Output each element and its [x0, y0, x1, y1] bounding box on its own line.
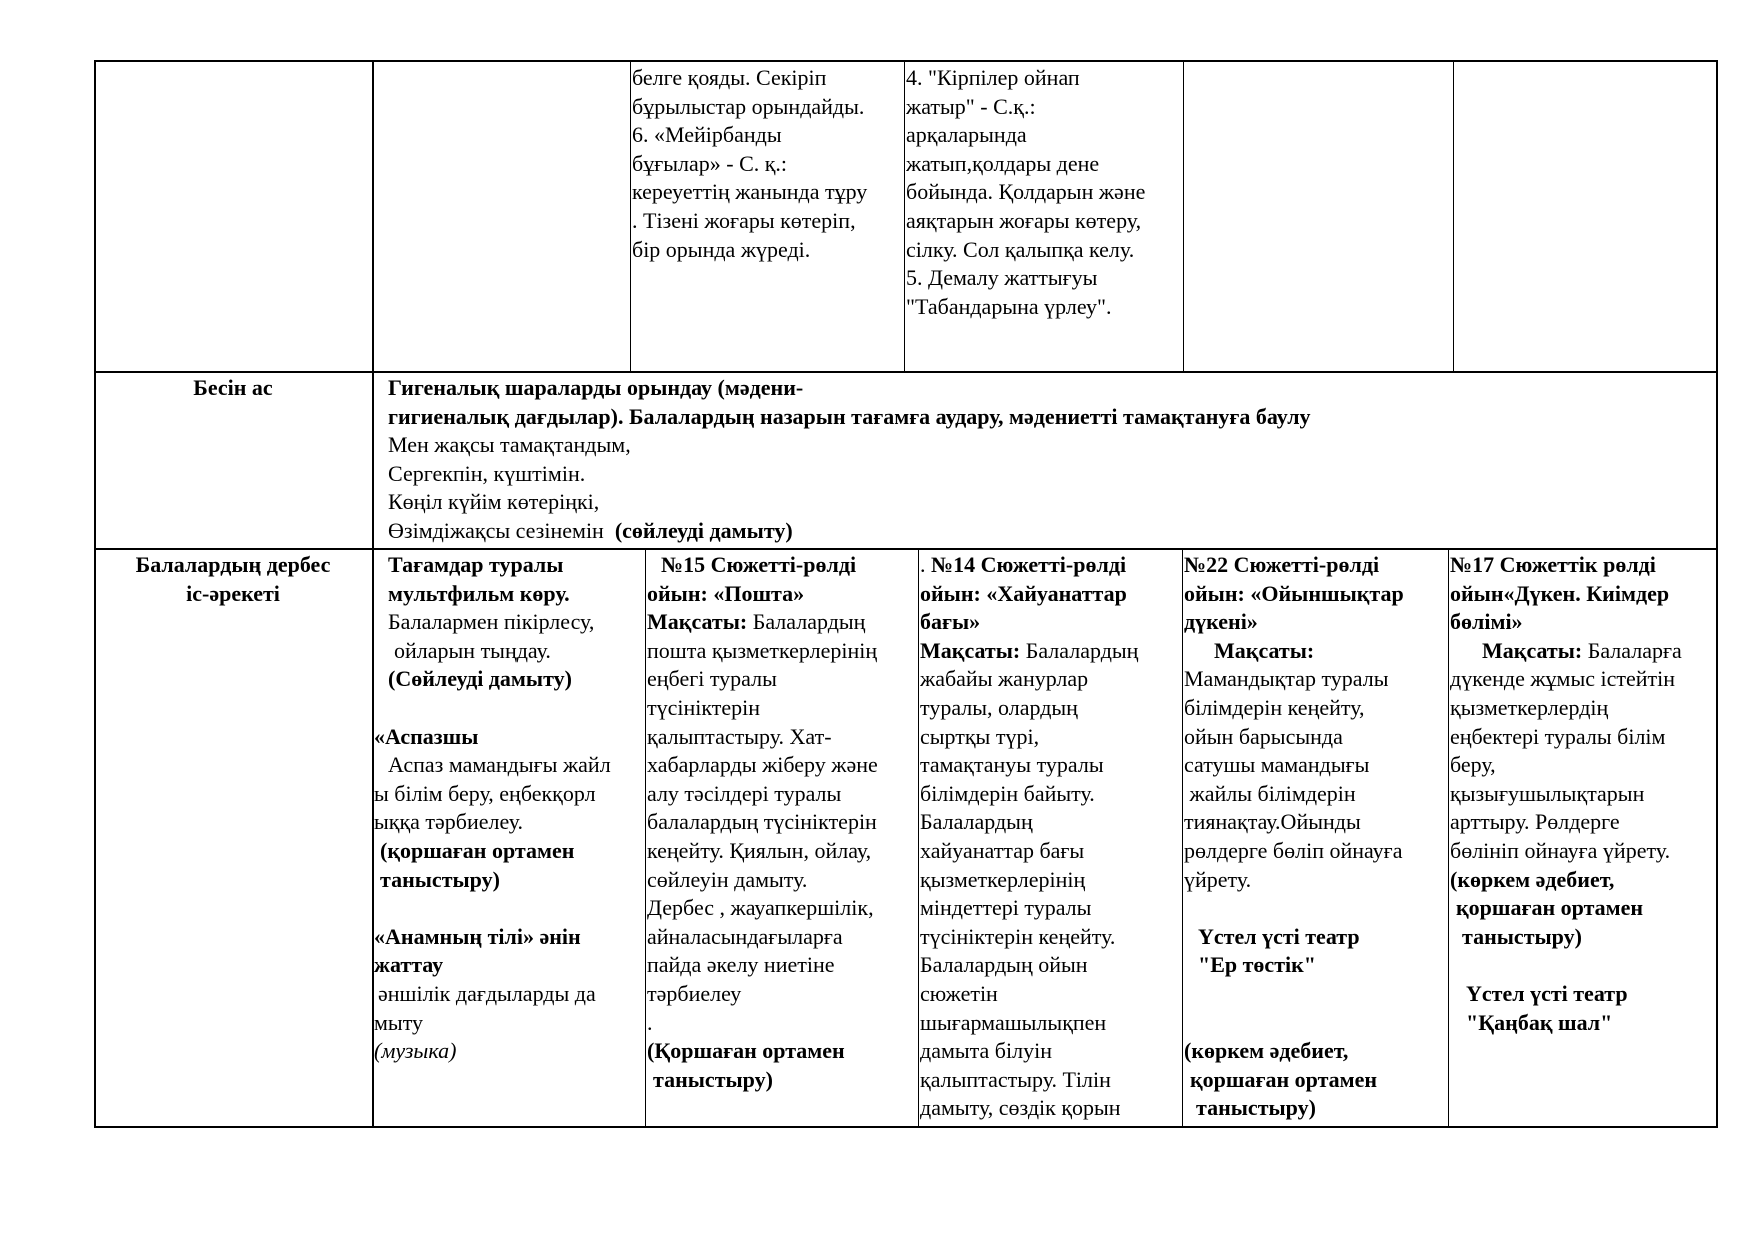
activity-title: №17 Сюжеттік рөлді: [1450, 552, 1656, 577]
text-line: хайуанаттар бағы: [920, 837, 1085, 863]
row3-col5-cell: [1184, 551, 1447, 1123]
text-line: белге қояды. Секіріп: [632, 65, 827, 90]
row3-col6-cell: [1450, 551, 1714, 1037]
text-line: қызметкерлердің: [1450, 694, 1609, 720]
text-line: бір орында жүреді.: [632, 236, 811, 262]
activity-title: «Анамның тілі» әнін: [374, 923, 581, 949]
subject-tag: қоршаған ортамен: [1456, 895, 1644, 921]
text-line: білімдерін байыту.: [920, 780, 1095, 806]
text-line: Дербес , жауапкершілік,: [647, 895, 874, 921]
text-line: бұрылыстар орындайды.: [632, 93, 865, 119]
goal-label: Мақсаты:: [1482, 637, 1583, 663]
text-line: айналасындағыларға: [647, 923, 843, 949]
subject-tag: (Қоршаған ортамен: [647, 1038, 845, 1064]
goal-text: Балалардың: [1020, 637, 1139, 663]
text-line: қызметкерлерінің: [920, 866, 1086, 892]
text-line: ы білім беру, еңбекқорл: [374, 780, 596, 806]
bold-instruction-line: гигиеналық дағдылар). Балалардың назарын тағамға аудару, мәдениетті тамақтануға баулу: [388, 403, 1311, 429]
text-line: дамыта білуін: [920, 1038, 1052, 1064]
row1-col-divider-5: [1453, 60, 1454, 372]
text-line: сыртқы түрі,: [920, 723, 1040, 749]
activity-title: бағы»: [920, 609, 981, 635]
row-label-text: Балалардың дербес: [135, 552, 331, 577]
text-line: шығармашылықпен: [920, 1009, 1107, 1035]
text-line: Балалардың ойын: [920, 952, 1088, 978]
text-line: еңбектері туралы білім: [1450, 723, 1666, 749]
poem-line-last: [388, 517, 1713, 546]
row2-label: [96, 374, 370, 403]
text-line: Балалардың: [920, 809, 1033, 835]
activity-title: ойын: «Пошта»: [647, 580, 805, 606]
poem-line: Көңіл күйім көтеріңкі,: [388, 489, 600, 515]
text-line: пошта қызметкерлерінің: [647, 637, 878, 663]
text-line: тамақтануы туралы: [920, 752, 1104, 778]
text-line: сюжетін: [920, 980, 998, 1006]
activity-title: Тағамдар туралы: [388, 552, 564, 577]
text-line: қалыптастыру. Хат-: [647, 723, 832, 749]
goal-label: Мақсаты:: [920, 637, 1021, 663]
text-line: мыту: [374, 1009, 424, 1035]
text-line: 5. Демалу жаттығуы: [906, 265, 1098, 291]
text-line: Мамандықтар туралы: [1184, 666, 1389, 692]
text-line: жайлы білімдерін: [1184, 780, 1356, 806]
text-line: арқаларында: [906, 122, 1027, 148]
text-line: кереуеттің жанында тұру: [632, 179, 868, 205]
activity-title: жаттау: [374, 952, 444, 978]
row-divider-1: [94, 371, 1718, 373]
poem-line: Мен жақсы тамақтандым,: [388, 432, 631, 458]
spacer: [1184, 1009, 1447, 1038]
goal-line: [920, 637, 1181, 666]
spacer: [1450, 951, 1714, 980]
activity-title: №14 Сюжетті-рөлді: [931, 552, 1127, 577]
row3-col4-cell: [920, 551, 1181, 1123]
text-line: "Табандарына үрлеу".: [906, 293, 1112, 319]
text-line: әншілік дағдыларды да: [378, 980, 596, 1006]
subject-tag: таныстыру): [1196, 1095, 1316, 1121]
row3-label: [96, 551, 370, 608]
text-line: жатып,қолдары дене: [906, 150, 1100, 176]
row1-col-divider-2: [630, 60, 631, 372]
text-line: алу тәсілдері туралы: [647, 780, 842, 806]
text-line: беру,: [1450, 752, 1496, 778]
text-line: тәрбиелеу: [647, 980, 742, 1006]
text-line: қызығушылықтарын: [1450, 780, 1645, 806]
text-line: бұғылар» - С. қ.:: [632, 150, 788, 176]
spacer: [374, 894, 644, 923]
row3-col-divider-3: [918, 549, 919, 1128]
activity-title: ойын: «Ойыншықтар: [1184, 580, 1404, 606]
text-line: хабарларды жіберу және: [647, 752, 878, 778]
row-label-text: Бесін ас: [193, 375, 273, 400]
theatre-title: Үстел үсті театр: [1466, 980, 1628, 1006]
text-line: кеңейту. Қиялын, ойлау,: [647, 837, 872, 863]
text-line: туралы, олардың: [920, 694, 1078, 720]
text-line: Аспаз мамандығы жайл: [388, 752, 611, 778]
goal-line: [647, 608, 917, 637]
row1-col-divider-4: [1183, 60, 1184, 372]
text-line: дамыту, сөздік қорын: [920, 1095, 1121, 1121]
text-line: арттыру. Рөлдерге: [1450, 809, 1620, 835]
text-line: пайда әкелу ниетіне: [647, 952, 835, 978]
row-divider-2: [94, 548, 1718, 550]
text-line: рөлдерге бөліп ойнауға: [1184, 837, 1403, 863]
text-line: сөйлеуін дамыту.: [647, 866, 808, 892]
text-line: түсініктерін: [647, 694, 761, 720]
text-line: ыққа тәрбиелеу.: [374, 809, 524, 835]
row-label-text: іс-әрекеті: [186, 580, 280, 606]
text-line: еңбегі туралы: [647, 666, 777, 692]
text-line: бойында. Қолдарын және: [906, 179, 1146, 205]
text-line: аяқтарын жоғары көтеру,: [906, 207, 1142, 233]
text-line: ойын барысында: [1184, 723, 1343, 749]
goal-text: Балаларға: [1582, 637, 1682, 663]
row3-col3-cell: [647, 551, 917, 1094]
poem-line: Сергекпін, күштімін.: [388, 460, 586, 486]
text-line: түсініктерін кеңейту.: [920, 923, 1116, 949]
subject-tag: таныстыру): [653, 1066, 773, 1092]
bold-instruction-line: Гигеналық шараларды орындау (мәдени-: [388, 375, 804, 400]
subject-tag: таныстыру): [380, 866, 500, 892]
subject-tag: (Сөйлеуді дамыту): [388, 666, 572, 692]
text-line: тиянақтау.Ойынды: [1184, 809, 1361, 835]
activity-title: №22 Сюжетті-рөлді: [1184, 552, 1380, 577]
text-line: Балалармен пікірлесу,: [388, 609, 595, 635]
spacer: [1184, 980, 1447, 1009]
row1-col4-cell: [906, 64, 1181, 321]
activity-title: мультфильм көру.: [388, 580, 570, 606]
theatre-title: Үстел үсті театр: [1198, 923, 1360, 949]
text-line: 4. "Кірпілер ойнап: [906, 65, 1080, 90]
title-prefix: .: [920, 552, 931, 577]
text-line: дүкенде жұмыс істейтін: [1450, 666, 1676, 692]
activity-title-line: [920, 551, 1181, 580]
row3-col-divider-2: [645, 549, 646, 1128]
subject-tag: (сөйлеуді дамыту): [614, 517, 793, 543]
subject-tag: (көркем әдебиет,: [1450, 866, 1615, 892]
text-line: сілку. Сол қалыпқа келу.: [906, 236, 1135, 262]
row3-col-divider-5: [1448, 549, 1449, 1128]
goal-line: [1450, 637, 1714, 666]
subject-tag: (қоршаған ортамен: [380, 837, 575, 863]
row3-col-divider-4: [1182, 549, 1183, 1128]
activity-title: ойын: «Хайуанаттар: [920, 580, 1127, 606]
text-line: жабайы жанурлар: [920, 666, 1089, 692]
text-line: 6. «Мейірбанды: [632, 122, 782, 148]
subject-tag: (музыка): [374, 1038, 457, 1064]
row1-col3-cell: [632, 64, 902, 264]
row2-content: [388, 374, 1713, 546]
poem-text: Өзімдіжақсы сезінемін: [388, 517, 615, 543]
text-line: үйрету.: [1184, 866, 1252, 892]
activity-title: ойын«Дүкен. Киімдер: [1450, 580, 1670, 606]
subject-tag: қоршаған ортамен: [1190, 1066, 1378, 1092]
subject-tag: (көркем әдебиет,: [1184, 1038, 1349, 1064]
text-line: .: [647, 1009, 653, 1035]
subject-tag: таныстыру): [1462, 923, 1582, 949]
text-line: . Тізені жоғары көтеріп,: [632, 207, 856, 233]
row1-col-divider-3: [904, 60, 905, 372]
text-line: ойларын тыңдау.: [394, 637, 551, 663]
text-line: бөлініп ойнауға үйрету.: [1450, 837, 1671, 863]
text-line: міндеттері туралы: [920, 895, 1092, 921]
row3-col2-cell: [374, 551, 644, 1066]
activity-title: «Аспазшы: [374, 723, 479, 749]
text-line: қалыптастыру. Тілін: [920, 1066, 1111, 1092]
goal-text: Балалардың: [747, 609, 866, 635]
text-line: білімдерін кеңейту,: [1184, 694, 1365, 720]
text-line: балалардың түсініктерін: [647, 809, 877, 835]
spacer: [374, 694, 644, 723]
text-line: сатушы мамандығы: [1184, 752, 1370, 778]
theatre-title: "Ер төстік": [1198, 952, 1317, 978]
activity-title: дүкені»: [1184, 609, 1258, 635]
goal-label: Мақсаты:: [647, 609, 748, 635]
spacer: [1184, 894, 1447, 923]
activity-title: №15 Сюжетті-рөлді: [661, 552, 857, 577]
activity-title: бөлімі»: [1450, 609, 1523, 635]
text-line: жатыр" - С.қ.:: [906, 93, 1036, 119]
goal-label: Мақсаты:: [1214, 637, 1315, 663]
theatre-title: "Қаңбақ шал": [1466, 1009, 1613, 1035]
